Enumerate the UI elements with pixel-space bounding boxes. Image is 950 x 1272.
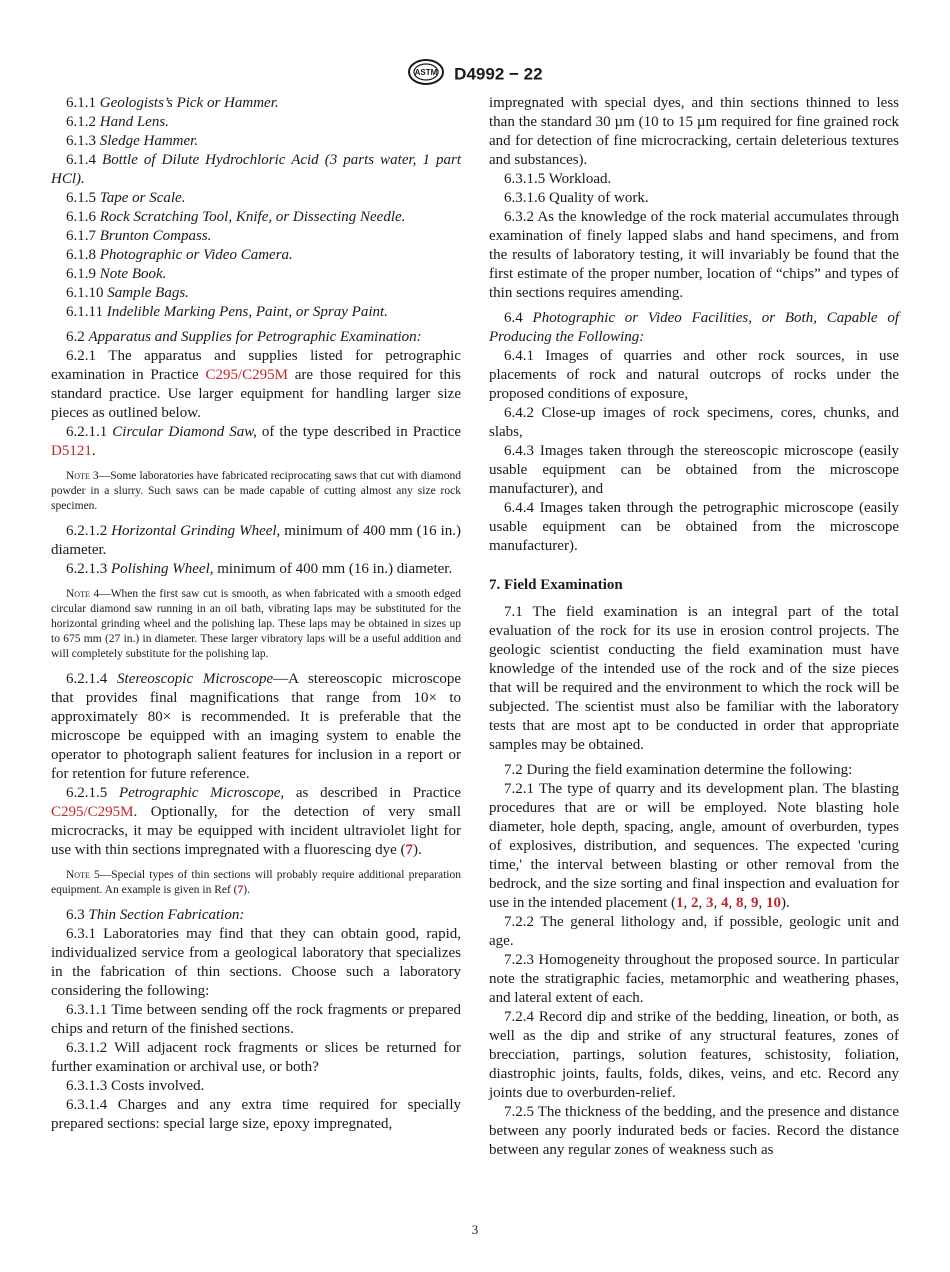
note-3: Note 3—Some laboratories have fabricated reciprocating saws that cut with diamond powder in a slurry. Such saws can be made capable of cutting almost any size rock specimen. <box>51 470 461 512</box>
para-6-2: 6.2 Apparatus and Supplies for Petrographic Examination: <box>66 329 422 345</box>
para-6-3-1-5: 6.3.1.5 Workload. <box>504 171 612 187</box>
ref-1[interactable]: 1 <box>676 895 684 911</box>
document-code: D4992 − 22 <box>454 64 543 84</box>
para-7-1: 7.1 The field examination is an integral part of the total evaluation of the rock for its use in erosion control projects. The geologic scientist conducting the field examination must have knowledge of the intended use of the rock and of the size pieces that will be required and the environment to which the rock will be subjected. The scientist must also be familiar with the laboratory tests that are most apt to be conducted in order that appropriate samples may be obtained. <box>489 604 899 753</box>
para-6-1-8: 6.1.8 Photographic or Video Camera. <box>66 247 293 263</box>
para-6-3-1-2: 6.3.1.2 Will adjacent rock fragments or slices be returned for further examination or archival use, or both? <box>51 1040 461 1075</box>
para-6-1-10: 6.1.10 Sample Bags. <box>66 285 189 301</box>
link-d5121[interactable]: D5121 <box>51 443 92 459</box>
ref-7[interactable]: 7 <box>405 842 413 858</box>
para-7-2-4: 7.2.4 Record dip and strike of the bedding, lineation, or both, as well as the dip and strike of any structural features, zones of brecciation, partings, solution features, schistosity, foliation, diastrophic joints, faults, folds, dikes, veins, and etc. Record any joints due to overburden-relief. <box>489 1009 899 1101</box>
astm-logo-icon <box>407 58 445 91</box>
para-6-1-3: 6.1.3 Sledge Hammer. <box>66 133 199 149</box>
para-6-1-6: 6.1.6 Rock Scratching Tool, Knife, or Dissecting Needle. <box>66 209 406 225</box>
ref-8[interactable]: 8 <box>736 895 744 911</box>
para-7-2-1: 7.2.1 The type of quarry and its development plan. The blasting procedures that are or will be employed. Note blasting hole diameter, hole depth, spacing, angle, amount of overburden, types of explosives, distribution, and sequences. The expected 'curing time,' the interval between blasting or other removal from the bedrock, and the size sorting and final inspection and evaluation for use in the intended placement (1, 2, 3, 4, 8, 9, 10). <box>489 781 899 911</box>
ref-7-note[interactable]: 7 <box>237 884 244 896</box>
para-6-1-2: 6.1.2 Hand Lens. <box>66 114 169 130</box>
note-5: Note 5—Special types of thin sections will probably require additional preparation equipment. An example is given in Ref (7). <box>51 869 461 896</box>
ref-2[interactable]: 2 <box>691 895 699 911</box>
right-column <box>489 94 899 1160</box>
para-6-2-1: 6.2.1 The apparatus and supplies listed for petrographic examination in Practice C295/C295M are those required for this standard practice. Use larger equipment for handling larger size pieces as outlined below. <box>51 348 461 421</box>
para-6-4-1: 6.4.1 Images of quarries and other rock sources, in use placements of rock and natural outcrops of rocks under the proposed conditions of exposure, <box>489 348 899 402</box>
para-6-1-9: 6.1.9 Note Book. <box>66 266 167 282</box>
para-6-1-4: 6.1.4 Bottle of Dilute Hydrochloric Acid (3 parts water, 1 part HCl). <box>51 152 461 187</box>
para-6-4-2: 6.4.2 Close-up images of rock specimens, cores, chunks, and slabs, <box>489 405 899 440</box>
para-6-3-1: 6.3.1 Laboratories may find that they can obtain good, rapid, individualized service from a geological laboratory that specializes in the fabrication of thin sections. Choose such a laboratory considering the following: <box>51 926 461 999</box>
para-6-3: 6.3 Thin Section Fabrication: <box>66 907 245 923</box>
para-6-2-1-5: 6.2.1.5 Petrographic Microscope, as described in Practice C295/C295M. Optionally, for the detection of very small microcracks, it may be equipped with incident ultraviolet light for use with thin sections impregnated with a fluorescing dye (7). <box>51 785 462 858</box>
page-number: 3 <box>471 1222 479 1237</box>
para-6-1-11: 6.1.11 Indelible Marking Pens, Paint, or Spray Paint. <box>66 304 388 320</box>
para-6-3-1-4-cont: impregnated with special dyes, and thin sections thinned to less than the standard 30 µm (10 to 15 µm required for fine grained rock and for detection of fine microcracking, certain deleterious textures and substances). <box>489 95 899 168</box>
para-7-2-5: 7.2.5 The thickness of the bedding, and the presence and distance between any poorly indurated beds or facies. Record the distance between any regular zones of weakness such as <box>489 1104 899 1158</box>
page-header <box>0 58 950 91</box>
ref-10[interactable]: 10 <box>766 895 782 911</box>
para-6-4-4: 6.4.4 Images taken through the petrographic microscope (easily usable equipment can be obtained from the microscope manufacturer). <box>489 500 899 554</box>
link-c295-2[interactable]: C295/C295M <box>51 804 134 820</box>
note-4: Note 4—When the first saw cut is smooth, as when fabricated with a smooth edged circular diamond saw running in an oil bath, vibrating laps may be substituted for the horizontal grinding wheel and the polishing lap. These laps may be obtained in sizes up to 675 mm (27 in.) in diameter. These larger vibratory laps will be a useful addition and will completely substitute for the polishing lap. <box>51 588 461 660</box>
para-7-2-3: 7.2.3 Homogeneity throughout the proposed source. In particular note the stratigraphic facies, metamorphic and weathering phases, and lateral extent of each. <box>489 952 899 1006</box>
para-6-4: 6.4 Photographic or Video Facilities, or Both, Capable of Producing the Following: <box>489 310 899 345</box>
ref-4[interactable]: 4 <box>721 895 729 911</box>
link-c295[interactable]: C295/C295M <box>205 367 288 383</box>
para-6-1-7: 6.1.7 Brunton Compass. <box>66 228 212 244</box>
para-6-3-1-4: 6.3.1.4 Charges and any extra time required for specially prepared sections: special large size, epoxy impregnated, <box>51 1097 461 1132</box>
ref-3[interactable]: 3 <box>706 895 714 911</box>
para-7-2-2: 7.2.2 The general lithology and, if possible, geologic unit and age. <box>489 914 899 949</box>
para-6-2-1-3: 6.2.1.3 Polishing Wheel, minimum of 400 mm (16 in.) diameter. <box>66 561 453 577</box>
para-6-3-2: 6.3.2 As the knowledge of the rock material accumulates through examination of finely lapped slabs and hand specimens, and from the results of laboratory testing, it will invariably be found that the first estimate of the proper number, location of “chips” and types of thin sections requires amending. <box>489 209 899 301</box>
svg-text:ASTM: ASTM <box>415 68 438 77</box>
para-6-3-1-6: 6.3.1.6 Quality of work. <box>504 190 649 206</box>
para-6-3-1-1: 6.3.1.1 Time between sending off the rock fragments or prepared chips and return of the finished sections. <box>51 1002 461 1037</box>
ref-9[interactable]: 9 <box>751 895 759 911</box>
para-6-1-5: 6.1.5 Tape or Scale. <box>66 190 186 206</box>
section-heading-7: 7. Field Examination <box>489 577 623 593</box>
para-6-2-1-1: 6.2.1.1 Circular Diamond Saw, of the type described in Practice D5121. <box>51 424 462 459</box>
para-7-2: 7.2 During the field examination determine the following: <box>504 762 853 778</box>
para-6-3-1-3: 6.3.1.3 Costs involved. <box>66 1078 205 1094</box>
para-6-2-1-4: 6.2.1.4 Stereoscopic Microscope—A stereoscopic microscope that provides final magnifications that range from 10× to approximately 80× is recommended. It is preferable that the microscope be equipped with an imaging system to enable the operator to photograph salient features for inclusion in a report or for retention for future reference. <box>51 671 461 782</box>
para-6-2-1-2: 6.2.1.2 Horizontal Grinding Wheel, minimum of 400 mm (16 in.) diameter. <box>51 523 462 558</box>
left-column <box>51 94 461 1134</box>
para-6-4-3: 6.4.3 Images taken through the stereoscopic microscope (easily usable equipment can be obtained from the microscope manufacturer), and <box>489 443 899 497</box>
para-6-1-1: 6.1.1 Geologists’s Pick or Hammer. <box>66 95 279 111</box>
